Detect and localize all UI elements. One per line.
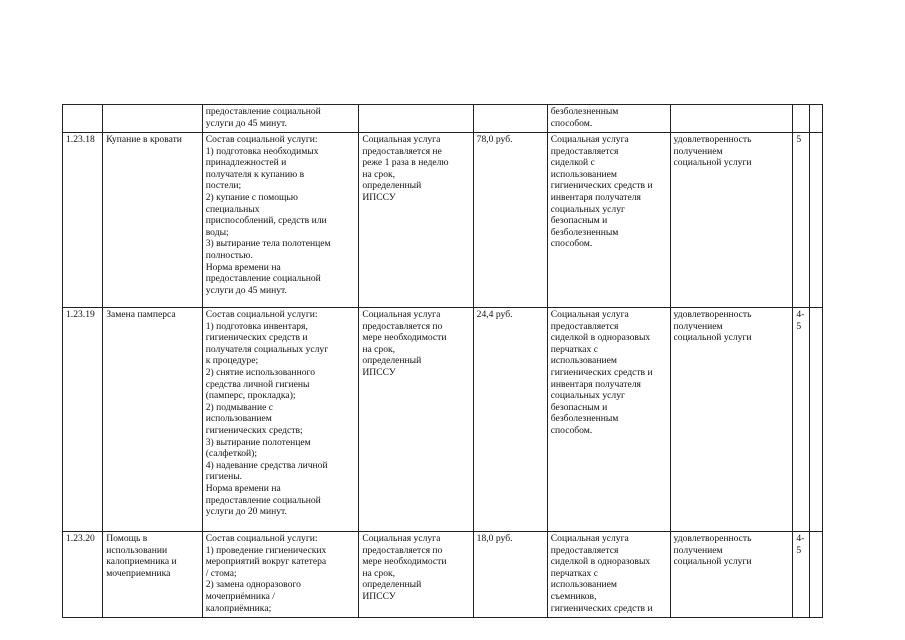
service-result: удовлетворенность получением социальной услуги xyxy=(670,532,793,618)
empty-cell xyxy=(810,308,823,532)
service-content: Состав социальной услуги: 1) проведение гигиенических мероприятий вокруг катетера / стома; 2) замена одноразового мочеприёмника / калоприёмника; xyxy=(202,532,359,618)
service-content: Состав социальной услуги: 1) подготовка необходимых принадлежностей и получателя к купанию в постели; 2) купание с помощью специальных приспособлений, средств или воды; 3) вытирание тела полотенцем полностью. Норма времени на предоставление социальной услуги до 45 минут. xyxy=(202,133,359,308)
service-content: предоставление социальной услуги до 45 минут. xyxy=(202,105,359,133)
service-frequency: Социальная услуга предоставляется по мере необходимости на срок, определенный ИПССУ xyxy=(359,308,473,532)
service-result: удовлетворенность получением социальной услуги xyxy=(670,133,793,308)
service-rating: 5 xyxy=(793,133,810,308)
empty-cell xyxy=(810,532,823,618)
table-row xyxy=(63,308,823,532)
service-price: 24,4 руб. xyxy=(473,308,547,532)
service-content: Состав социальной услуги: 1) подготовка инвентаря, гигиенических средств и получателя социальных услуг к процедуре; 2) снятие использованного средства личной гигиены (памперс, прокладка); 2) подмывание с использованием гигиенических средств; 3) вытирание полотенцем (салфеткой); 4) надевание средства личной гигиены. Норма времени на предоставление социальной услуги до 20 минут. xyxy=(202,308,359,532)
service-number: 1.23.20 xyxy=(63,532,103,618)
service-name: Купание в кровати xyxy=(103,133,202,308)
service-price: 18,0 руб. xyxy=(473,532,547,618)
table-row xyxy=(63,133,823,308)
social-services-table xyxy=(62,104,823,618)
service-conditions: Социальная услуга предоставляется сиделкой в одноразовых перчатках с использованием съемников, гигиенических средств и xyxy=(547,532,670,618)
service-conditions: безболезненным способом. xyxy=(547,105,670,133)
service-frequency xyxy=(359,105,473,133)
service-name xyxy=(103,105,202,133)
service-price: 78,0 руб. xyxy=(473,133,547,308)
table-row xyxy=(63,105,823,133)
service-result: удовлетворенность получением социальной услуги xyxy=(670,308,793,532)
service-number xyxy=(63,105,103,133)
service-rating: 4-5 xyxy=(793,532,810,618)
service-rating xyxy=(793,105,810,133)
service-price xyxy=(473,105,547,133)
table-row xyxy=(63,532,823,618)
service-frequency: Социальная услуга предоставляется по мере необходимости на срок, определенный ИПССУ xyxy=(359,532,473,618)
service-conditions: Социальная услуга предоставляется сиделкой в одноразовых перчатках с использованием гигиенических средств и инвентаря получателя социальных услуг безопасным и безболезненным способом. xyxy=(547,308,670,532)
empty-cell xyxy=(810,133,823,308)
service-result xyxy=(670,105,793,133)
service-name: Замена памперса xyxy=(103,308,202,532)
service-conditions: Социальная услуга предоставляется сиделкой с использованием гигиенических средств и инвентаря получателя социальных услуг безопасным и безболезненным способом. xyxy=(547,133,670,308)
service-number: 1.23.19 xyxy=(63,308,103,532)
service-name: Помощь в использовании калоприемника и мочеприемника xyxy=(103,532,202,618)
service-number: 1.23.18 xyxy=(63,133,103,308)
empty-cell xyxy=(810,105,823,133)
service-rating: 4-5 xyxy=(793,308,810,532)
service-frequency: Социальная услуга предоставляется не реже 1 раза в неделю на срок, определенный ИПССУ xyxy=(359,133,473,308)
